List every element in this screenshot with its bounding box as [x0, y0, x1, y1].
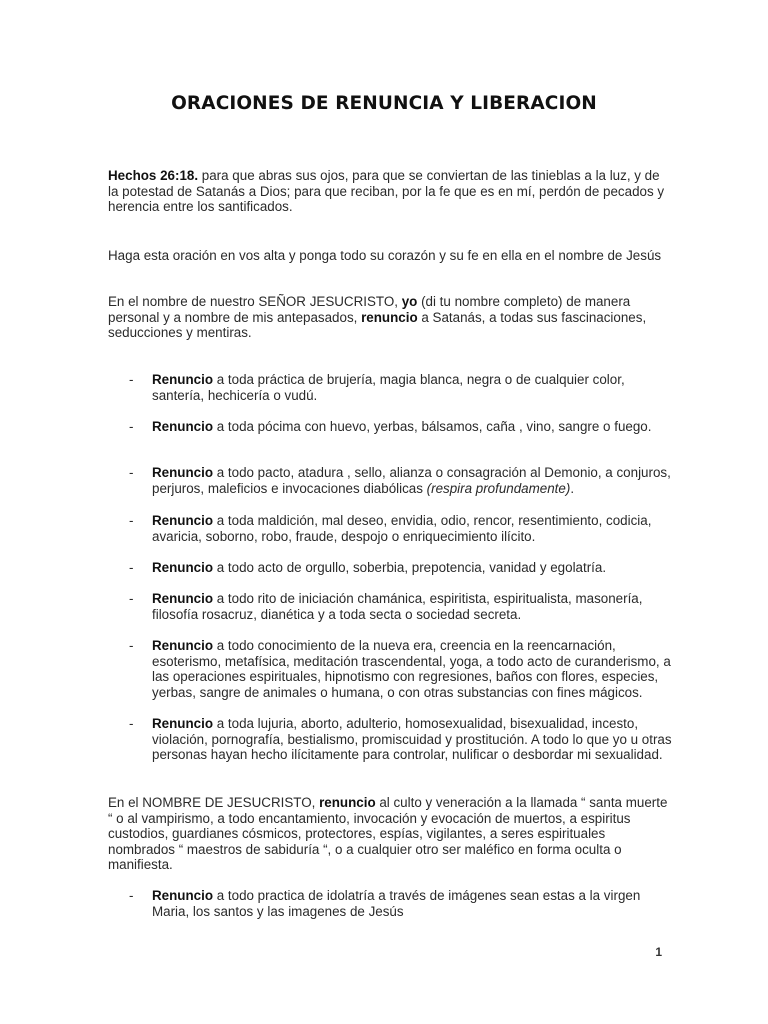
intro-yo: yo [401, 294, 418, 309]
intro-paragraph [108, 294, 668, 341]
intro-text-1: En el nombre de nuestro SEÑOR JESUCRISTO, [108, 294, 402, 309]
list-bullet: - [129, 560, 134, 575]
list-item-keyword: Renuncio [152, 419, 214, 434]
second-intro-text-1: En el NOMBRE DE JESUCRISTO, [108, 795, 320, 810]
list-item-text [152, 419, 672, 435]
page-number: 1 [655, 945, 662, 959]
list-item-content: a toda lujuria, aborto, adulterio, homosexualidad, bisexualidad, incesto, violación, pornografía, bestialismo, promiscuidad y prostitución. A todo lo que yo u otras personas hayan hecho ilícitamente para controlar, nulificar o desbordar mi sexualidad. [152, 716, 672, 763]
intro-text-2: (di tu nombre completo) de manera personal y a nombre de mis antepasados, [108, 294, 631, 325]
list-item-text [152, 465, 672, 496]
list-item-content: a toda maldición, mal deseo, envidia, odio, rencor, resentimiento, codicia, avaricia, soborno, robo, fraude, despojo o enriquecimiento ilícito. [152, 513, 652, 544]
list-item-text [152, 591, 672, 622]
list-item-content: a todo acto de orgullo, soberbia, prepotencia, vanidad y egolatría. [213, 560, 607, 575]
list-item-text [152, 513, 672, 544]
list-item-content: a todo conocimiento de la nueva era, creencia en la reencarnación, esoterismo, metafísica, meditación trascendental, yoga, a todo acto de curanderismo, a las operaciones espirituales, hipnotismo con regresiones, baños con flores, especies, yerbas, sangre de animales o humana, o con otras substancias con fines mágicos. [152, 638, 671, 700]
intro-renuncio: renuncio [361, 309, 418, 325]
list-item-keyword: Renuncio [152, 716, 214, 731]
list-item-content: a toda pócima con huevo, yerbas, bálsamos, caña , vino, sangre o fuego. [213, 419, 652, 434]
page-title: ORACIONES DE RENUNCIA Y LIBERACION [171, 93, 597, 114]
list-item-keyword: Renuncio [152, 638, 214, 653]
intro-text-3: a Satanás, a todas sus fascinaciones, seducciones y mentiras. [108, 309, 647, 341]
list-item-text [152, 888, 672, 919]
list-item-keyword: Renuncio [152, 372, 214, 387]
list-item-keyword: Renuncio [152, 560, 214, 575]
second-intro-renuncio: renuncio [319, 795, 376, 810]
list-item-text [152, 372, 672, 403]
verse-paragraph [108, 168, 668, 215]
list-item-text [152, 560, 672, 576]
list-item-keyword: Renuncio [152, 591, 214, 606]
list-bullet: - [129, 419, 134, 434]
verse-text: para que abras sus ojos, para que se conviertan de las tinieblas a la luz, y de la potestad de Satanás a Dios; para que reciban, por la fe que es en mí, perdón de pecados y herencia entre los santificados. [108, 168, 665, 215]
list-item-keyword: Renuncio [152, 465, 214, 480]
second-intro-text-2: al culto y veneración a la llamada “ santa muerte “ o al vampirismo, a todo encantamiento, invocación y evocación de muertos, a espiritus custodios, guardianes cósmicos, protectores, espías, vigilantes, a seres espirituales nombrados “ maestros de sabiduría “, o a cualquier otro ser maléfico en forma oculta o manifiesta. [108, 795, 668, 873]
list-item-content: a todo practica de idolatría a través de imágenes sean estas a la virgen Maria, los santos y las imagenes de Jesús [152, 888, 641, 919]
list-item-keyword: Renuncio [152, 513, 214, 528]
list-item-content: a todo rito de iniciación chamánica, espiritista, espiritualista, masonería, filosofía rosacruz, dianética y a toda secta o sociedad secreta. [152, 591, 643, 622]
second-intro-paragraph [108, 795, 668, 873]
list-bullet: - [129, 716, 134, 731]
list-item-note: (respira profundamente) [426, 480, 571, 496]
list-item-keyword: Renuncio [152, 888, 214, 903]
list-bullet: - [129, 372, 134, 387]
list-bullet: - [129, 465, 134, 480]
list-item-content: a toda práctica de brujería, magia blanca, negra o de cualquier color, santería, hechicería o vudú. [152, 372, 625, 403]
list-bullet: - [129, 888, 134, 903]
list-bullet: - [129, 638, 134, 653]
list-bullet: - [129, 513, 134, 528]
list-item-tail: . [570, 480, 575, 496]
list-item-text [152, 716, 672, 763]
verse-reference: Hechos 26:18. [108, 168, 199, 183]
list-bullet: - [129, 591, 134, 606]
list-item-text [152, 638, 672, 700]
list-item-content: a todo pacto, atadura , sello, alianza o consagración al Demonio, a conjuros, perjuros, maleficios e invocaciones diabólicas [152, 465, 671, 496]
instruction-paragraph: Haga esta oración en vos alta y ponga todo su corazón y su fe en ella en el nombre de Jesús [108, 248, 662, 263]
